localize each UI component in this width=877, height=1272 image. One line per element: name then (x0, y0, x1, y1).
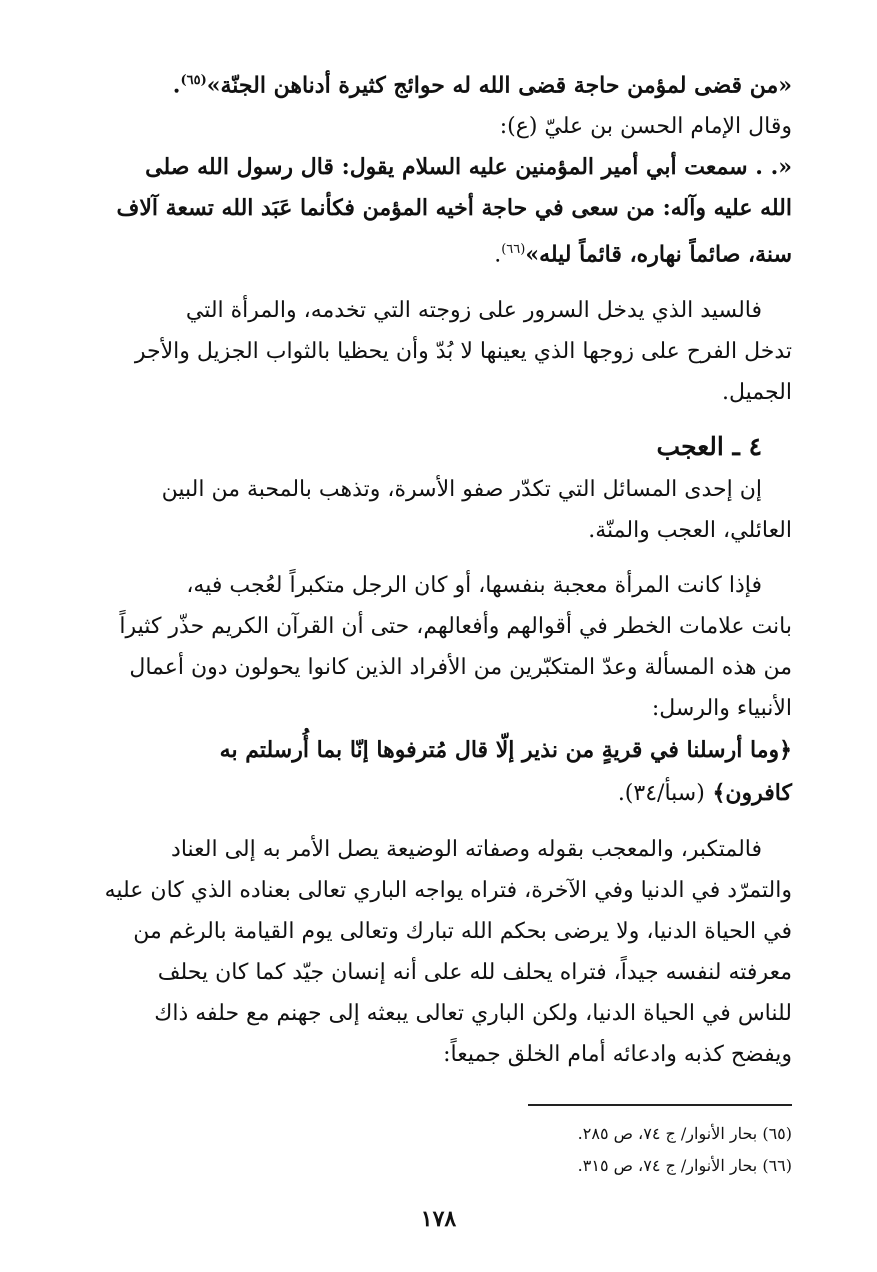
page-body (80, 60, 792, 1075)
quran-verse (80, 729, 792, 815)
quote-hadith-2-line-3 (80, 229, 792, 275)
paragraph-3 (80, 565, 792, 729)
paragraph-line: في الحياة الدنيا، ولا يرضى بحكم الله تبارك وتعالى يوم القيامة بالرغم من (133, 918, 792, 944)
paragraph-line: للناس في الحياة الدنيا، ولكن الباري تعالى يبعثه إلى جهنم مع حلفه ذاك (154, 1000, 792, 1026)
quote-hadith-1 (80, 60, 792, 106)
quote-hadith-2-line-1: «. . سمعت أبي أمير المؤمنين عليه السلام يقول: قال رسول الله صلى (145, 154, 792, 181)
footnote-ref-65: (٦٥) (180, 73, 207, 88)
quran-line: ﴿وما أرسلنا في قريةٍ من نذير إلّا قال مُترفوها إنّا بما أُرسلتم به (219, 736, 792, 763)
paragraph-2 (80, 469, 792, 551)
footnote-65: (٦٥) بحار الأنوار/ ج ٧٤، ص ٢٨٥. (577, 1124, 792, 1143)
quote-hadith-2-line-2: الله عليه وآله: من سعى في حاجة أخيه المؤمن فكأنما عَبَد الله تسعة آلاف (116, 195, 792, 222)
paragraph-line: ويفضح كذبه وادعائه أمام الخلق جميعاً: (443, 1041, 792, 1067)
footnote-divider (528, 1104, 792, 1106)
paragraph-line: فالسيد الذي يدخل السرور على زوجته التي تخدمه، والمرأة التي (185, 297, 762, 323)
paragraph-line: إن إحدى المسائل التي تكدّر صفو الأسرة، وتذهب بالمحبة من البين (161, 476, 762, 502)
paragraph-line: فإذا كانت المرأة معجبة بنفسها، أو كان الرجل متكبراً لعُجب فيه، (186, 572, 762, 598)
paragraph-1 (80, 290, 792, 413)
paragraph-line: الجميل. (721, 379, 792, 405)
quote-end: . (494, 242, 502, 268)
footnote-ref-66: (٦٦) (501, 242, 526, 258)
paragraph-line: فالمتكبر، والمعجب بقوله وصفاته الوضيعة يصل الأمر به إلى العناد (171, 836, 762, 862)
paragraph-line: والتمرّد في الدنيا وفي الآخرة، فتراه يواجه الباري تعالى بعناده الذي كان عليه (104, 877, 792, 903)
paragraph-line: بانت علامات الخطر في أقوالهم وأفعالهم، حتى أن القرآن الكريم حذّر كثيراً (119, 613, 792, 639)
quran-citation: (سبأ/٣٤). (617, 780, 705, 806)
paragraph-line: معرفته لنفسه جيداً، فتراه يحلف لله على أنه إنسان جيّد كما كان يحلف (157, 959, 792, 985)
paragraph-4 (80, 829, 792, 1075)
quran-line (80, 772, 792, 815)
intro-line: وقال الإمام الحسن بن عليّ (ع): (499, 114, 792, 140)
section-heading: ٤ ـ العجب (656, 431, 762, 461)
paragraph-line: العائلي، العجب والمنّة. (588, 517, 792, 543)
quran-text: كافرون﴾ (712, 779, 792, 806)
quote-text: «من قضى لمؤمن حاجة قضى الله له حوائج كثيرة أدناهن الجنّة» (206, 72, 792, 99)
quote-text: سنة، صائماً نهاره، قائماً ليله» (525, 241, 792, 268)
page-number: ١٧٨ (420, 1206, 457, 1232)
paragraph-line: الأنبياء والرسل: (651, 695, 792, 721)
quote-end: . (172, 72, 181, 99)
paragraph-line: من هذه المسألة وعدّ المتكبّرين من الأفراد الذين كانوا يحولون دون أعمال (129, 654, 792, 680)
footnote-66: (٦٦) بحار الأنوار/ ج ٧٤، ص ٣١٥. (577, 1156, 792, 1175)
footnotes (272, 1118, 792, 1182)
paragraph-line: تدخل الفرح على زوجها الذي يعينها لا بُدّ وأن يحظيا بالثواب الجزيل والأجر (134, 338, 792, 364)
